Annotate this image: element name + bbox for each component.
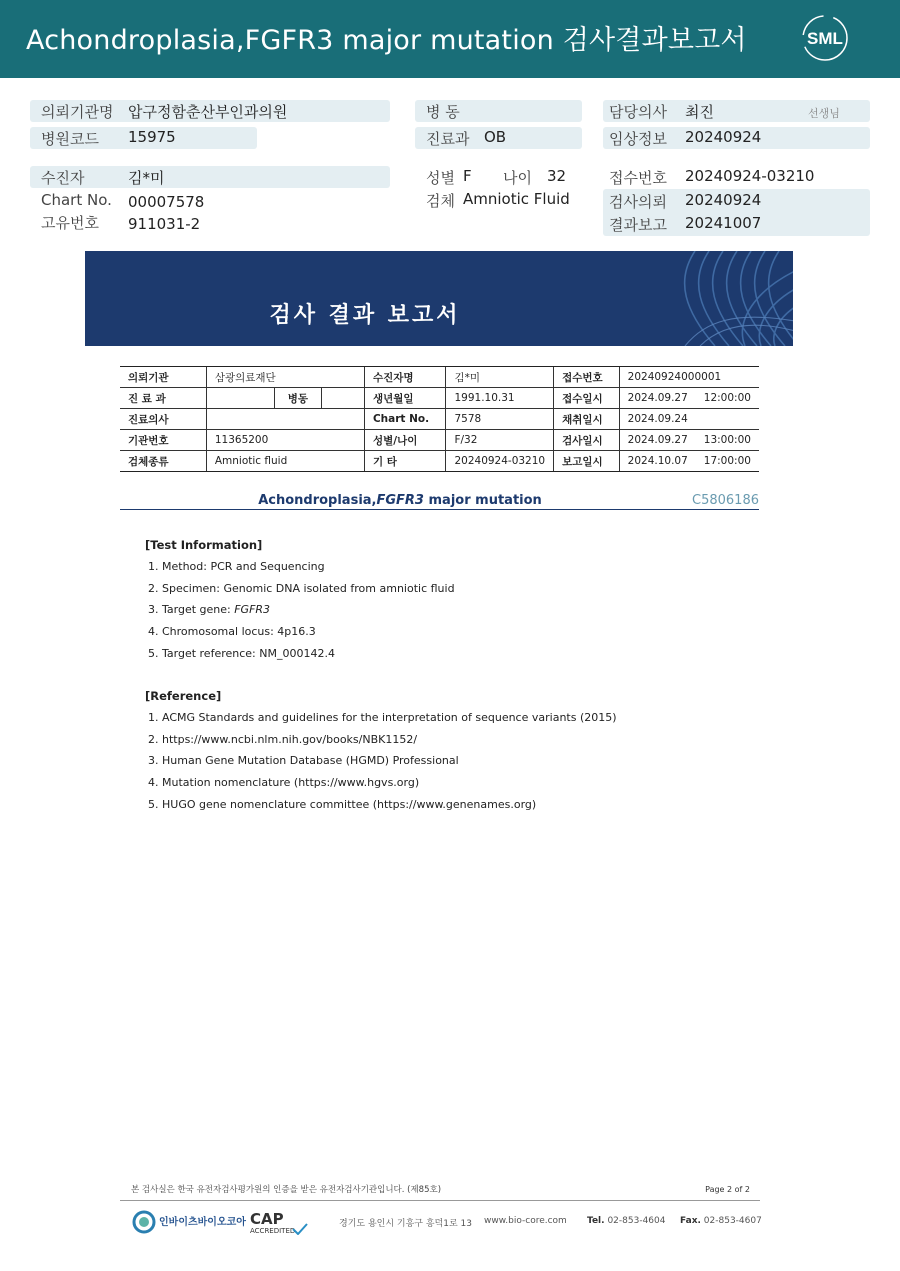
table-cell: 김*미 (446, 367, 554, 388)
specimen-value: Amniotic Fluid (463, 190, 570, 208)
unique-no-value: 911031-2 (128, 215, 201, 233)
table-cell: 수진자명 (364, 367, 446, 388)
fax-value: 02-853-4607 (703, 1216, 762, 1226)
clinical-value: 20240924 (685, 128, 762, 146)
table-row (120, 367, 759, 388)
table-cell: 보고일시 (554, 451, 620, 472)
table-cell: 삼광의료재단 (206, 367, 364, 388)
ref-institution-value: 압구정함춘산부인과의원 (128, 103, 288, 121)
test-name-suffix: major mutation (423, 493, 542, 508)
reference-item: 3. Human Gene Mutation Database (HGMD) Professional (148, 754, 459, 767)
test-code: C5806186 (692, 493, 759, 508)
doctor-value: 최진 (685, 103, 714, 121)
reference-item: 4. Mutation nomenclature (https://www.hgvs.org) (148, 776, 420, 789)
test-info-item: 5. Target reference: NM_000142.4 (148, 647, 335, 660)
receipt-label: 접수번호 (609, 169, 667, 187)
chart-no-value: 00007578 (128, 193, 205, 211)
table-cell: 기관번호 (120, 430, 206, 451)
reference-item: 1. ACMG Standards and guidelines for the interpretation of sequence variants (2015) (148, 711, 617, 724)
test-name (120, 493, 680, 508)
company-logo (131, 1208, 246, 1236)
table-cell: 진료의사 (120, 409, 206, 430)
table-cell: 2024.09.24 (619, 409, 759, 430)
ref-institution-label: 의뢰기관명 (41, 103, 114, 121)
target-gene-value: FGFR3 (234, 603, 271, 616)
reference-item: 5. HUGO gene nomenclature committee (https://www.genenames.org) (148, 798, 537, 811)
cap-text: CAP (250, 1210, 284, 1228)
company-address: 경기도 용인시 기흥구 흥덕1로 13 (339, 1219, 472, 1229)
company-tel (587, 1216, 665, 1226)
table-cell: 접수번호 (554, 367, 620, 388)
table-cell: Amniotic fluid (206, 451, 364, 472)
table-cell: 의뢰기관 (120, 367, 206, 388)
test-divider (120, 509, 759, 510)
age-value: 32 (547, 167, 567, 185)
tel-value: 02-853-4604 (607, 1216, 666, 1226)
time-part: 12:00:00 (703, 392, 751, 404)
sml-logo-text: SML (807, 29, 843, 48)
table-cell: 20240924-03210 (446, 451, 554, 472)
date-part: 2024.10.07 (627, 455, 688, 467)
time-part: 13:00:00 (703, 434, 751, 446)
dept-value: OB (484, 128, 507, 146)
patient-info-table (120, 366, 759, 472)
report-label: 결과보고 (609, 216, 667, 234)
patient-label: 수진자 (41, 169, 85, 187)
sex-value: F (463, 167, 472, 185)
tel-label: Tel. (587, 1216, 605, 1226)
sml-logo (800, 13, 850, 63)
hospital-code-label: 병원코드 (41, 130, 99, 148)
footer-divider (120, 1200, 760, 1201)
ward-label: 병 동 (426, 103, 460, 121)
reference-item: 2. https://www.ncbi.nlm.nih.gov/books/NBK1152/ (148, 733, 418, 746)
report-header-bar (0, 0, 900, 78)
test-info-item: 4. Chromosomal locus: 4p16.3 (148, 625, 316, 638)
table-cell: 생년월일 (364, 388, 446, 409)
company-name: 인바이츠바이오코아 (159, 1217, 246, 1228)
table-cell (619, 430, 759, 451)
table-cell: 11365200 (206, 430, 364, 451)
table-cell: 검사일시 (554, 430, 620, 451)
table-cell (206, 409, 364, 430)
table-row (120, 430, 759, 451)
request-value: 20240924 (685, 191, 762, 209)
age-label: 나이 (503, 169, 532, 187)
table-cell: 성별/나이 (364, 430, 446, 451)
table-cell: 접수일시 (554, 388, 620, 409)
patient-value: 김*미 (128, 169, 165, 187)
checkmark-icon (292, 1223, 308, 1235)
time-part: 17:00:00 (703, 455, 751, 467)
doctor-suffix: 선생님 (808, 107, 840, 120)
page-number: Page 2 of 2 (705, 1185, 750, 1194)
table-cell: F/32 (446, 430, 554, 451)
table-cell: 기 타 (364, 451, 446, 472)
table-cell: Chart No. (364, 409, 446, 430)
table-cell: 1991.10.31 (446, 388, 554, 409)
reference-heading: [Reference] (145, 689, 222, 703)
banner-title: 검사 결과 보고서 (269, 303, 461, 328)
fax-label: Fax. (680, 1216, 701, 1226)
table-cell (206, 388, 274, 409)
report-title: Achondroplasia,FGFR3 major mutation 검사결과보고서 (26, 25, 747, 56)
table-cell (322, 388, 365, 409)
table-cell: 20240924000001 (619, 367, 759, 388)
table-row (120, 451, 759, 472)
receipt-value: 20240924-03210 (685, 167, 815, 185)
report-value: 20241007 (685, 214, 762, 232)
specimen-label: 검체 (426, 192, 455, 210)
test-info-item: 1. Method: PCR and Sequencing (148, 560, 325, 573)
company-website: www.bio-core.com (484, 1216, 567, 1226)
test-info-item (148, 603, 270, 616)
chart-no-label: Chart No. (41, 191, 112, 209)
test-info-heading: [Test Information] (145, 538, 263, 552)
company-logo-icon (131, 1209, 157, 1235)
table-cell: 병동 (274, 388, 322, 409)
hospital-code-value: 15975 (128, 128, 176, 146)
clinical-label: 임상정보 (609, 130, 667, 148)
table-row (120, 388, 759, 409)
report-banner (85, 251, 793, 346)
table-cell: 채취일시 (554, 409, 620, 430)
unique-no-label: 고유번호 (41, 214, 99, 232)
date-part: 2024.09.27 (627, 434, 688, 446)
accreditation-note: 본 검사실은 한국 유전자검사평가원의 인증을 받은 유전자검사기관입니다. (제85호) (131, 1185, 442, 1195)
test-info-item: 2. Specimen: Genomic DNA isolated from amniotic fluid (148, 582, 455, 595)
cap-sub: ACCREDITED (250, 1227, 296, 1235)
test-name-gene: FGFR3 (376, 493, 424, 508)
target-gene-label: 3. Target gene: (148, 603, 235, 616)
dept-label: 진료과 (426, 130, 470, 148)
test-name-prefix: Achondroplasia, (258, 493, 377, 508)
cap-logo (250, 1205, 310, 1239)
date-part: 2024.09.27 (627, 392, 688, 404)
table-cell (619, 388, 759, 409)
table-cell (619, 451, 759, 472)
company-fax (680, 1216, 762, 1226)
doctor-label: 담당의사 (609, 103, 667, 121)
sex-label: 성별 (426, 169, 455, 187)
table-cell: 검체종류 (120, 451, 206, 472)
table-cell: 진 료 과 (120, 388, 206, 409)
table-cell: 7578 (446, 409, 554, 430)
table-row (120, 409, 759, 430)
request-label: 검사의뢰 (609, 193, 667, 211)
